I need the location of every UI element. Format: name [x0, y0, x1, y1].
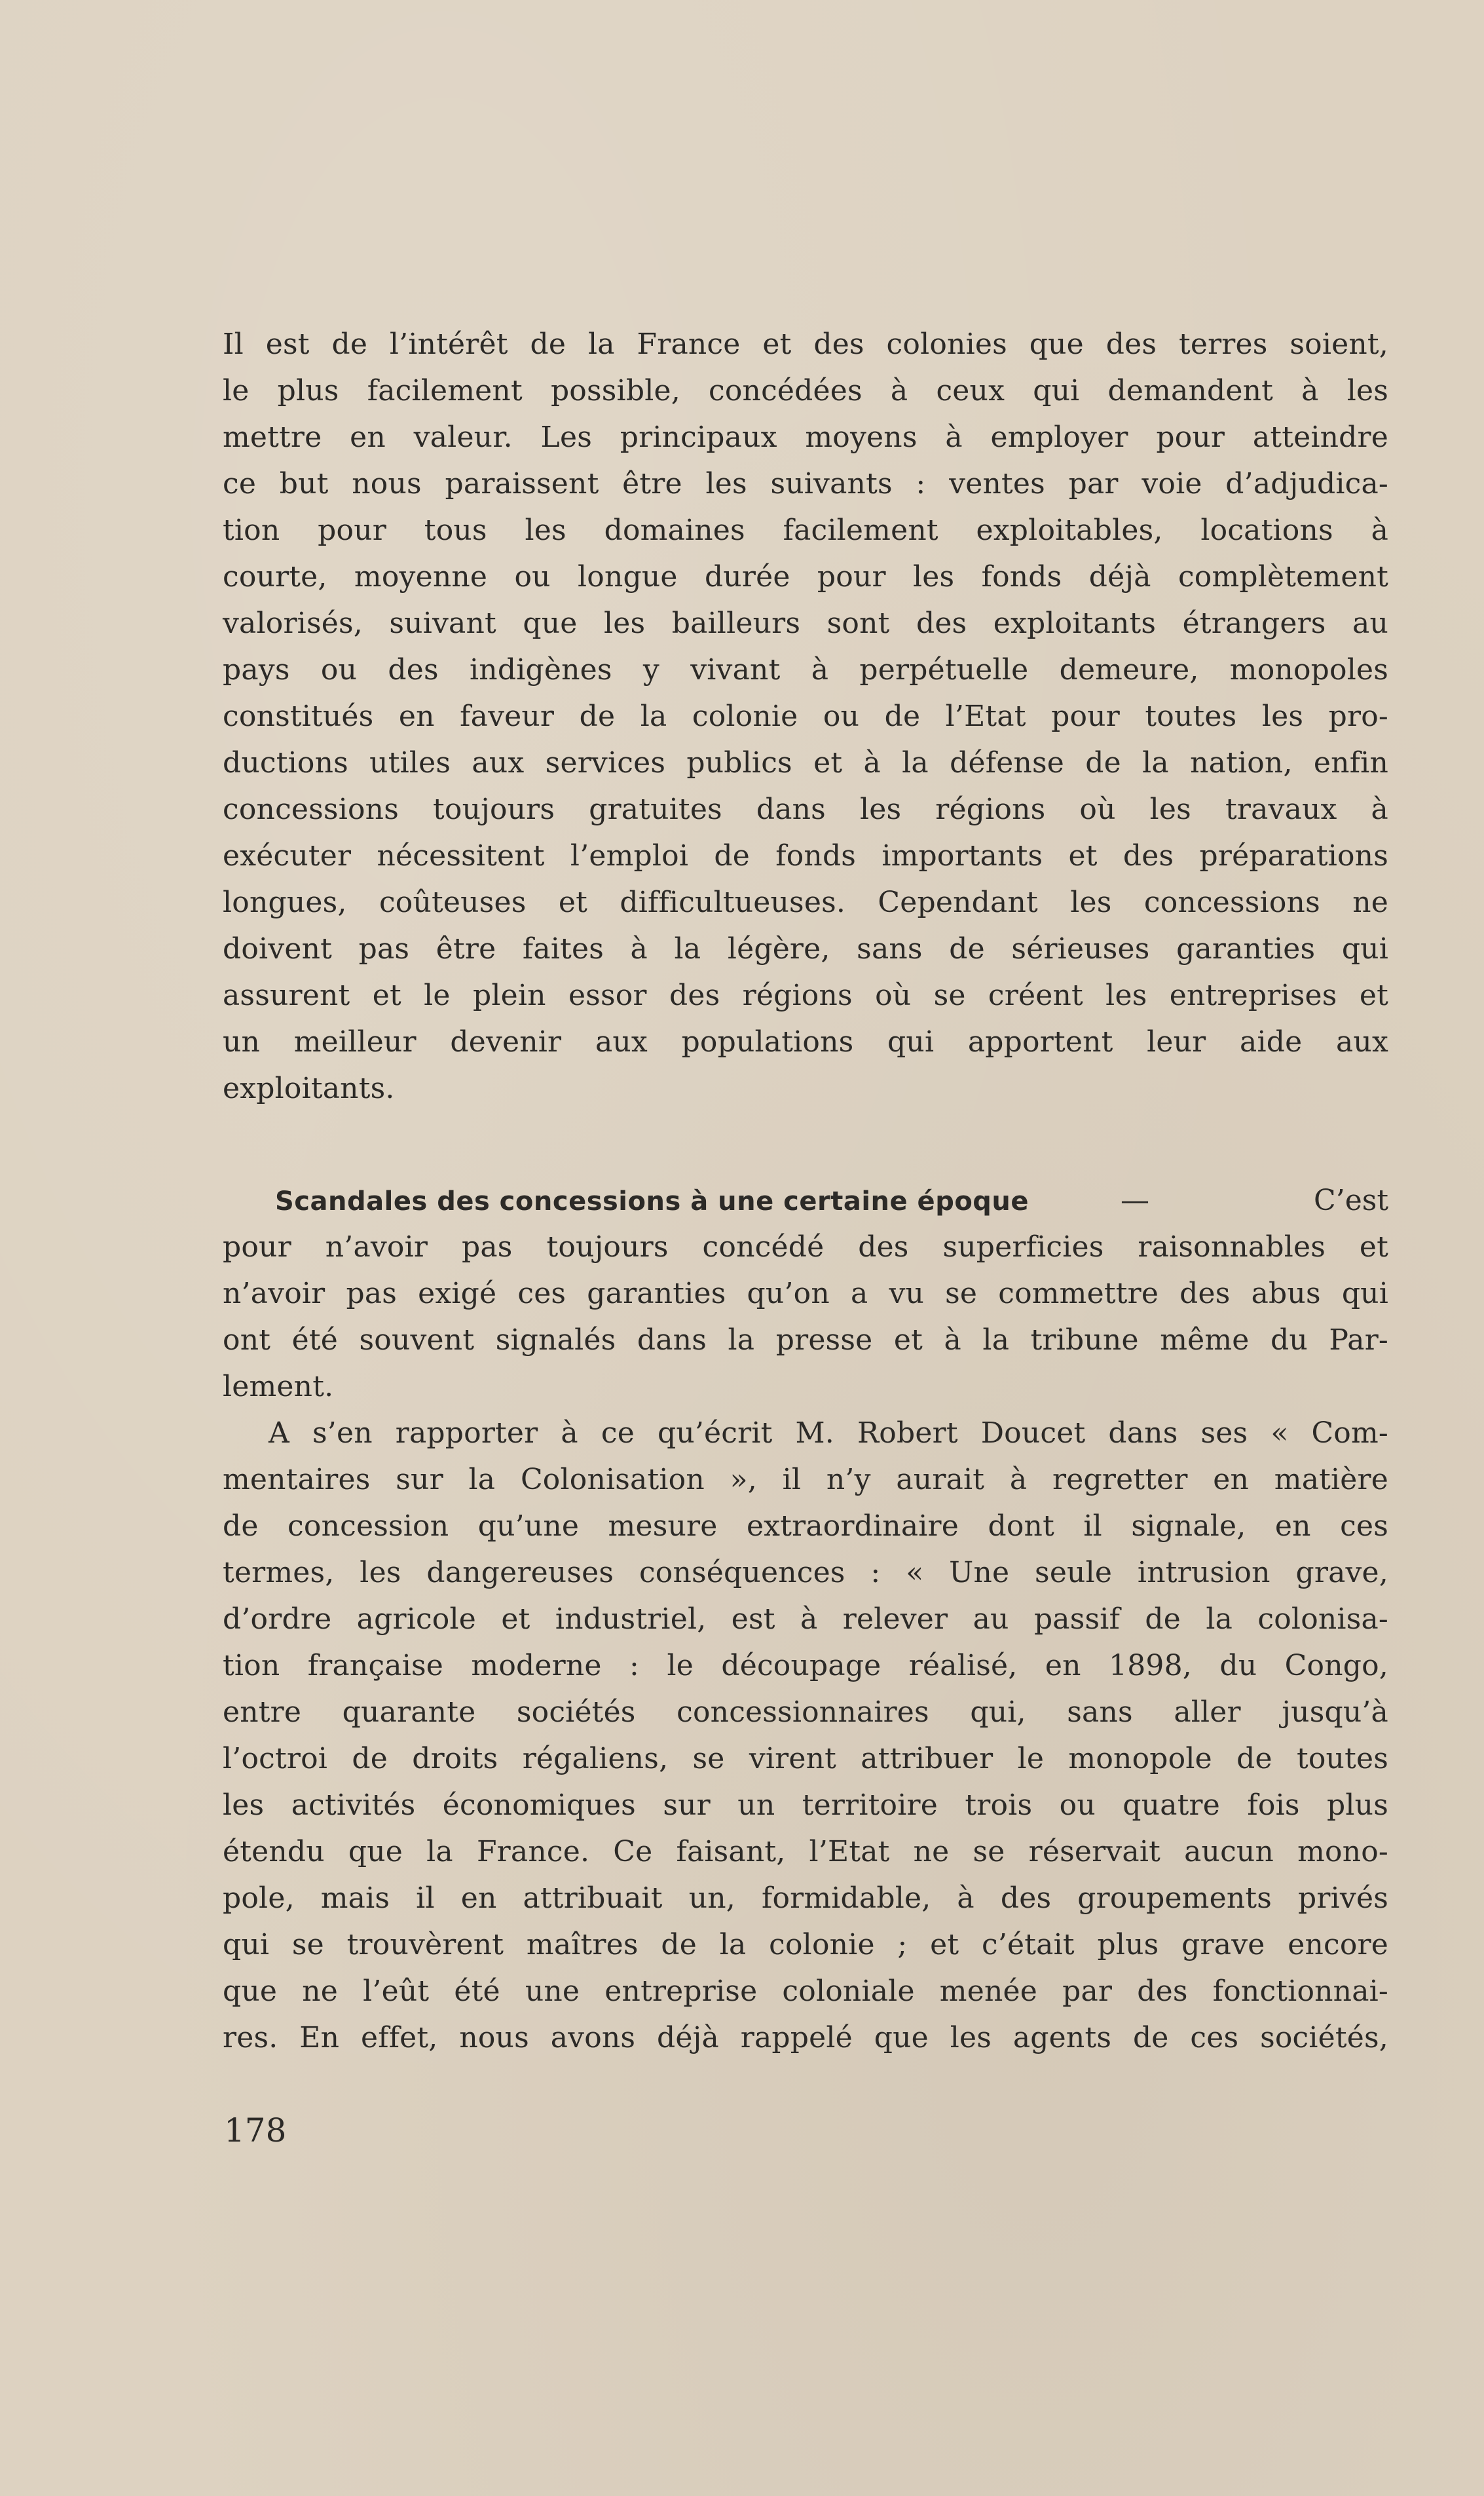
- text-line: n’avoir pas exigé ces garanties qu’on a vu se commettre des abus qui: [223, 1277, 1388, 1310]
- text-line: d’ordre agricole et industriel, est à relever au passif de la colonisa-: [223, 1602, 1388, 1636]
- section-first-word: C’est: [1314, 1184, 1388, 1217]
- text-line: lement.: [223, 1370, 334, 1403]
- text-line: constitués en faveur de la colonie ou de l’Etat pour toutes les pro-: [223, 700, 1388, 733]
- section-title: Scandales des concessions à une certaine époque: [275, 1186, 1030, 1217]
- text-line: ont été souvent signalés dans la presse et à la tribune même du Par-: [223, 1323, 1388, 1357]
- text-line: assurent et le plein essor des régions où se créent les entreprises et: [223, 979, 1388, 1012]
- text-line: longues, coûteuses et difficultueuses. Cependant les concessions ne: [223, 886, 1388, 919]
- paragraph-1: [223, 321, 1388, 1112]
- paragraph-gap: [223, 1112, 1388, 1177]
- paragraph-2: [223, 1224, 1388, 1410]
- text-line: entre quarante sociétés concessionnaires qui, sans aller jusqu’à: [223, 1695, 1388, 1729]
- text-line: exploitants.: [223, 1072, 395, 1105]
- section-dash: —: [1121, 1184, 1150, 1217]
- text-line: qui se trouvèrent maîtres de la colonie ; et c’était plus grave encore: [223, 1928, 1388, 1961]
- text-line: pour n’avoir pas toujours concédé des superficies raisonnables et: [223, 1230, 1388, 1264]
- text-line: A s’en rapporter à ce qu’écrit M. Robert Doucet dans ses « Com-: [269, 1416, 1388, 1450]
- text-line: Il est de l’intérêt de la France et des colonies que des terres soient,: [223, 328, 1388, 361]
- text-line: doivent pas être faites à la légère, sans de sérieuses garanties qui: [223, 932, 1388, 966]
- text-line: mentaires sur la Colonisation », il n’y aurait à regretter en matière: [223, 1463, 1388, 1496]
- text-line: étendu que la France. Ce faisant, l’Etat ne se réservait aucun mono-: [223, 1835, 1388, 1868]
- text-line: ce but nous paraissent être les suivants : ventes par voie d’adjudica-: [223, 467, 1388, 501]
- text-line: valorisés, suivant que les bailleurs sont des exploitants étrangers au: [223, 607, 1388, 640]
- page-number: 178: [224, 2111, 287, 2149]
- text-line: pole, mais il en attribuait un, formidable, à des groupements privés: [223, 1881, 1388, 1915]
- text-line: mettre en valeur. Les principaux moyens à employer pour atteindre: [223, 421, 1388, 454]
- text-line: un meilleur devenir aux populations qui apportent leur aide aux: [223, 1025, 1388, 1059]
- text-line: l’octroi de droits régaliens, se virent attribuer le monopole de toutes: [223, 1742, 1388, 1775]
- text-line: le plus facilement possible, concédées à ceux qui demandent à les: [223, 374, 1388, 407]
- text-line: les activités économiques sur un territoire trois ou quatre fois plus: [223, 1788, 1388, 1822]
- text-line: courte, moyenne ou longue durée pour les fonds déjà complètement: [223, 560, 1388, 594]
- section-heading-line: [223, 1177, 1388, 1224]
- text-line: res. En effet, nous avons déjà rappelé que les agents de ces sociétés,: [223, 2021, 1388, 2054]
- text-line: tion française moderne : le découpage réalisé, en 1898, du Congo,: [223, 1649, 1388, 1682]
- text-line: termes, les dangereuses conséquences : « Une seule intrusion grave,: [223, 1556, 1388, 1589]
- text-line: exécuter nécessitent l’emploi de fonds importants et des préparations: [223, 839, 1388, 873]
- text-line: tion pour tous les domaines facilement exploitables, locations à: [223, 514, 1388, 547]
- body-text: [223, 321, 1388, 2061]
- paragraph-3: [223, 1410, 1388, 2061]
- text-line: que ne l’eût été une entreprise coloniale menée par des fonctionnai-: [223, 1975, 1388, 2008]
- text-line: pays ou des indigènes y vivant à perpétuelle demeure, monopoles: [223, 653, 1388, 687]
- text-line: ductions utiles aux services publics et à la défense de la nation, enfin: [223, 746, 1388, 780]
- text-line: de concession qu’une mesure extraordinaire dont il signale, en ces: [223, 1509, 1388, 1543]
- text-line: concessions toujours gratuites dans les régions où les travaux à: [223, 793, 1388, 826]
